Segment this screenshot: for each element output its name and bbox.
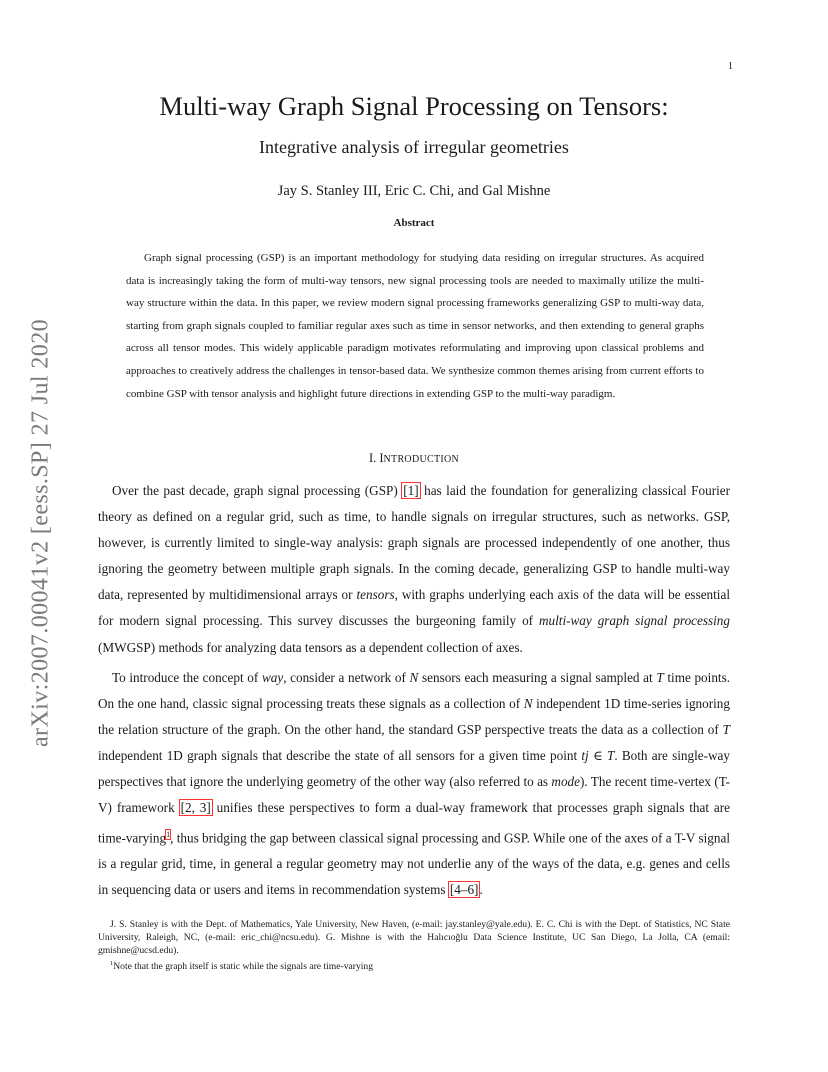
arxiv-identifier: arXiv:2007.00041v2 [eess.SP] 27 Jul 2020 [27,319,54,747]
text-run: unifies these perspectives to form a dual-way framework that processes graph signals that are time-varying [98,800,731,845]
text-run: , thus bridging the gap between classical signal processing and GSP. While one of the axes of a T-V signal is a regular grid, time, in general a regular geometry may not underlie any of the ways of the data, e.g. genes and cells in sequencing data or users and items in recommendation systems [98,829,730,898]
text-run: , with graphs underlying each axis of the data will be essential for modern signal processing. This survey discusses the burgeoning family of [98,587,730,629]
intro-paragraph-2 [98,665,730,903]
text-run: (MWGSP) methods for analyzing data tensors as a dependent collection of axes. [98,639,523,655]
emphasis: way [261,670,284,685]
text-run: independent 1D time-series ignoring the relation structure of the graph. On the other hand, the standard GSP perspective treats the data as a collection of [98,696,730,738]
text-run: . [479,882,483,898]
abstract-text: Graph signal processing (GSP) is an important methodology for studying data residing on irregular structures. As acquired data is increasingly taking the form of multi-way tensors, new signal processing tools are needed to maximally utilize the multi-way structure within the data. In this paper, we review modern signal processing frameworks generalizing GSP to multi-way data, starting from graph signals coupled to familiar regular axes such as time in sensor networks, and then extending to general graphs across all tensor modes. This widely applicable paradigm motivates reformulating and improving upon classical problems and approaches to creatively address the challenges in tensor-based data. We synthesize common themes arising from current efforts to combine GSP with tensor analysis and highlight future directions in extending GSP to the multi-way paradigm. [126,252,704,400]
math-symbol: N [523,696,533,712]
abstract-heading: Abstract [393,217,435,229]
math-symbol: T [722,722,730,738]
emphasis: mode [551,774,580,790]
math-expression: tj ∈ T [581,748,615,764]
math-symbol: N [409,670,419,685]
footnote-link[interactable]: 1 [166,829,171,839]
emphasis: multi-way graph signal processing [539,613,730,629]
text-run: ). The recent time-vertex (T-V) framework [98,774,730,816]
footnote-marker: 1 [110,960,114,967]
citation-link[interactable]: [4–6] [449,882,479,898]
section-title-initial: I [379,451,384,465]
text-run: independent 1D graph signals that describe the state of all sensors for a given time point [98,748,582,764]
emphasis: tensors [356,587,395,603]
paper-subtitle: Integrative analysis of irregular geometries [259,137,569,157]
section-heading [0,451,828,466]
text-run: has laid the foundation for generalizing classical Fourier theory as defined on a regular grid, such as time, to handle signals on irregular structures, such as networks. GSP, however, is currently limited to single-way analysis: graph signals are processed independently of one another, thus ignoring the geometry between multiple graph signals. In the coming decade, generalizing GSP to handle multi-way data, represented by multidimensional arrays or [98,483,730,603]
math-symbol: T [656,670,664,685]
text-run: . Both are single-way perspectives that ignore the underlying geometry of the other way (also referred to as [98,748,730,790]
section-number: I. [368,451,380,465]
text-run: sensors each measuring a signal sampled at [418,670,657,685]
intro-paragraph-1 [98,478,730,661]
page-number: 1 [728,61,733,72]
author-list: Jay S. Stanley III, Eric C. Chi, and Gal Mishne [277,183,551,199]
footnote-block [98,918,730,973]
footnote-1 [98,957,730,973]
section-title-rest: NTRODUCTION [383,454,460,465]
text-run: Over the past decade, graph signal processing (GSP) [112,483,403,498]
paper-title: Multi-way Graph Signal Processing on Tensors: [159,91,669,121]
citation-link[interactable]: [2, 3] [180,800,211,816]
arxiv-stamp [21,293,61,773]
text-run: time points. On the one hand, classic signal processing treats these signals as a collection of [98,670,731,712]
author-affiliations: J. S. Stanley is with the Dept. of Mathematics, Yale University, New Haven, (e-mail: jay.stanley@yale.edu). E. C. Chi is with the Dept. of Statistics, NC State University, Raleigh, NC, (e-mail: eric_chi@ncsu.edu). G. Mishne is with the Halıcıoğlu Data Science Institute, UC San Diego, La Jolla, CA (email: gmishne@ucsd.edu). [98,919,730,956]
citation-link[interactable]: [1] [403,483,419,498]
text-run: , consider a network of [283,670,410,685]
footnote-text: Note that the graph itself is static while the signals are time-varying [113,961,374,973]
text-run: To introduce the concept of [112,670,262,685]
